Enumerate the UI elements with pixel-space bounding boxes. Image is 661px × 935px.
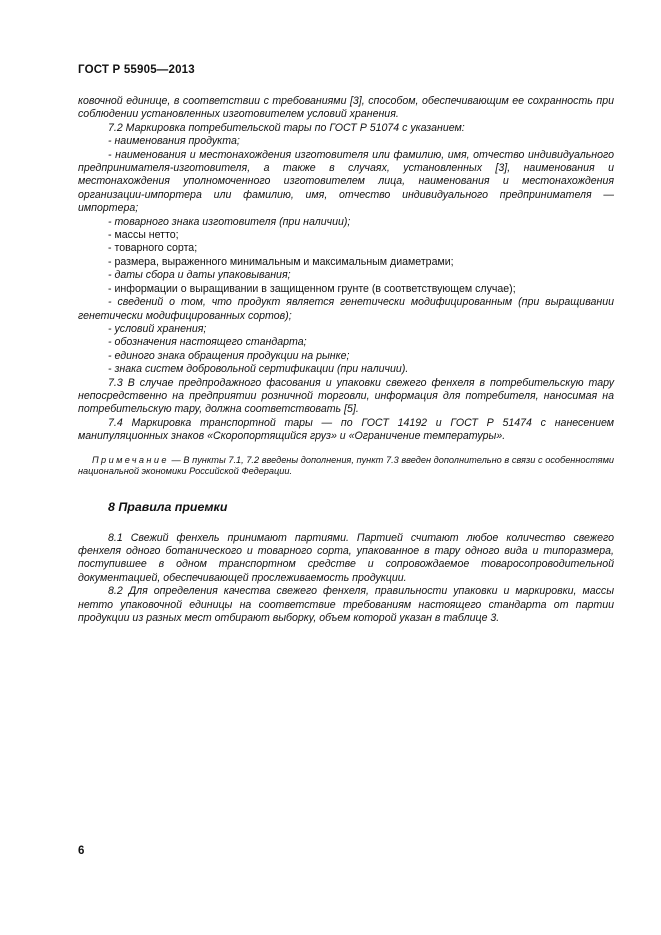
paragraph-7-2-intro: 7.2 Маркировка потребительской тары по ГОСТ Р 51074 с указанием: xyxy=(108,121,465,134)
list-item-storage: - условий хранения; xyxy=(108,322,207,335)
page-content xyxy=(78,95,614,625)
list-item-certification: - знака систем добровольной сертификации (при наличии). xyxy=(108,363,409,376)
list-item-circulation-mark: - единого знака обращения продукции на рынке; xyxy=(108,349,350,362)
list-item-grade: - товарного сорта; xyxy=(108,242,198,255)
list-item-gmo: - сведений о том, что продукт является генетически модифицированным (при выращивании генетически модифицированных сортов); xyxy=(78,296,614,322)
list-item-standard-designation: - обозначения настоящего стандарта; xyxy=(108,336,307,349)
paragraph-8-2: 8.2 Для определения качества свежего фенхеля, правильности упаковки и маркировки, массы нетто упаковочной единицы на соответствие требованиям настоящего стандарта от партии продукции из разных мест отбирают выборку, объем которой указан в таблице 3. xyxy=(78,585,614,624)
list-item-trademark: - товарного знака изготовителя (при наличии); xyxy=(108,215,351,228)
list-item-dates: - даты сбора и даты упаковывания; xyxy=(108,269,291,282)
list-item-net-mass: - массы нетто; xyxy=(108,229,179,242)
list-item-manufacturer: - наименования и местонахождения изготовителя или фамилию, имя, отчество индивидуального предпринимателя-изготовителя, а также в случаях, установленных [3], наименования и местонахождения уполномоченного изготовителем лица, наименования и местонахождения организации-импортера или фамилию, имя, отчество индивидуального предпринимателя — импортера; xyxy=(78,148,614,215)
note xyxy=(78,455,614,479)
paragraph-continuation: ковочной единице, в соответствии с требованиями [3], способом, обеспечивающим ее сохранность при соблюдении установленных изготовителем условий хранения. xyxy=(78,95,614,121)
page-number: 6 xyxy=(78,845,85,857)
note-label: Примечание xyxy=(92,454,169,465)
paragraph-7-4: 7.4 Маркировка транспортной тары — по ГОСТ 14192 и ГОСТ Р 51474 с нанесением манипуляционных знаков «Скоропортящийся груз» и «Ограничение температуры». xyxy=(78,416,614,443)
document-header: ГОСТ Р 55905—2013 xyxy=(78,64,195,76)
list-item-greenhouse: - информации о выращивании в защищенном грунте (в соответствующем случае); xyxy=(108,282,516,295)
section-8-title: 8 Правила приемки xyxy=(108,500,228,515)
paragraph-7-3: 7.3 В случае предпродажного фасования и упаковки свежего фенхеля в потребительскую тару непосредственно на предприятии розничной торговли, информация для потребителя, наносимая на потребительскую тару, должна соответствовать [5]. xyxy=(78,376,614,416)
paragraph-8-1: 8.1 Свежий фенхель принимают партиями. Партией считают любое количество свежего фенхеля одного ботанического и товарного сорта, упакованное в тару одного вида и типоразмера, поступившее в одном транспортном средстве и сопровождаемое товаросопроводительной документацией, обеспечивающей прослеживаемость продукции. xyxy=(78,531,614,584)
list-item-size: - размера, выраженного минимальным и максимальным диаметрами; xyxy=(108,255,454,268)
list-item-product-name: - наименования продукта; xyxy=(108,135,240,148)
note-text: — В пункты 7.1, 7.2 введены дополнения, пункт 7.3 введен дополнительно в связи с особенностями национальной экономики Российской Федерации. xyxy=(78,454,614,477)
